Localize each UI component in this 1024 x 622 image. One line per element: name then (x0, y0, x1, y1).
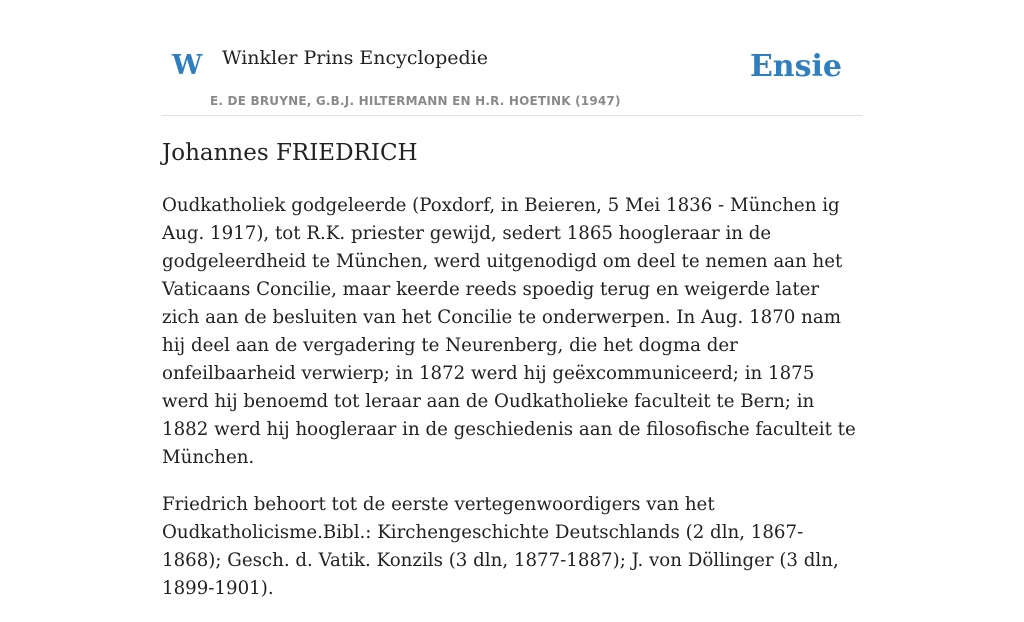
site-title[interactable]: Winkler Prins Encyclopedie (222, 47, 488, 69)
ensie-brand-logo[interactable]: Ensie (749, 49, 842, 84)
authors-subtitle: E. DE BRUYNE, G.B.J. HILTERMANN EN H.R. HOETINK (1947) (210, 94, 621, 108)
site-header (162, 30, 862, 116)
winkler-prins-logo[interactable]: W (172, 50, 203, 81)
article-paragraph: Friedrich behoort tot de eerste vertegenwoordigers van het Oudkatholicisme.Bibl.: Kirchengeschichte Deutschlands (2 dln, 1867-1868); Gesch. d. Vatik. Konzils (3 dln, 1877-1887); J. von Döllinger (3 dln, 1899-1901). (162, 494, 839, 599)
article-paragraph: Oudkatholiek godgeleerde (Poxdorf, in Beieren, 5 Mei 1836 - München ig Aug. 1917), tot R.K. priester gewijd, sedert 1865 hoogleraar in de godgeleerdheid te München, werd uitgenodigd om deel te nemen aan het Vaticaans Concilie, maar keerde reeds spoedig terug en weigerde later zich aan de besluiten van het Concilie te onderwerpen. In Aug. 1870 nam hij deel aan de vergadering te Neurenberg, die het dogma der onfeilbaarheid verwierp; in 1872 werd hij geëxcommuniceerd; in 1875 werd hij benoemd tot leraar aan de Oudkatholieke faculteit te Bern; in 1882 werd hij hoogleraar in de geschiedenis aan de filosofische faculteit te München. (162, 195, 856, 468)
article-body (162, 192, 862, 622)
article-title: Johannes FRIEDRICH (162, 140, 418, 166)
